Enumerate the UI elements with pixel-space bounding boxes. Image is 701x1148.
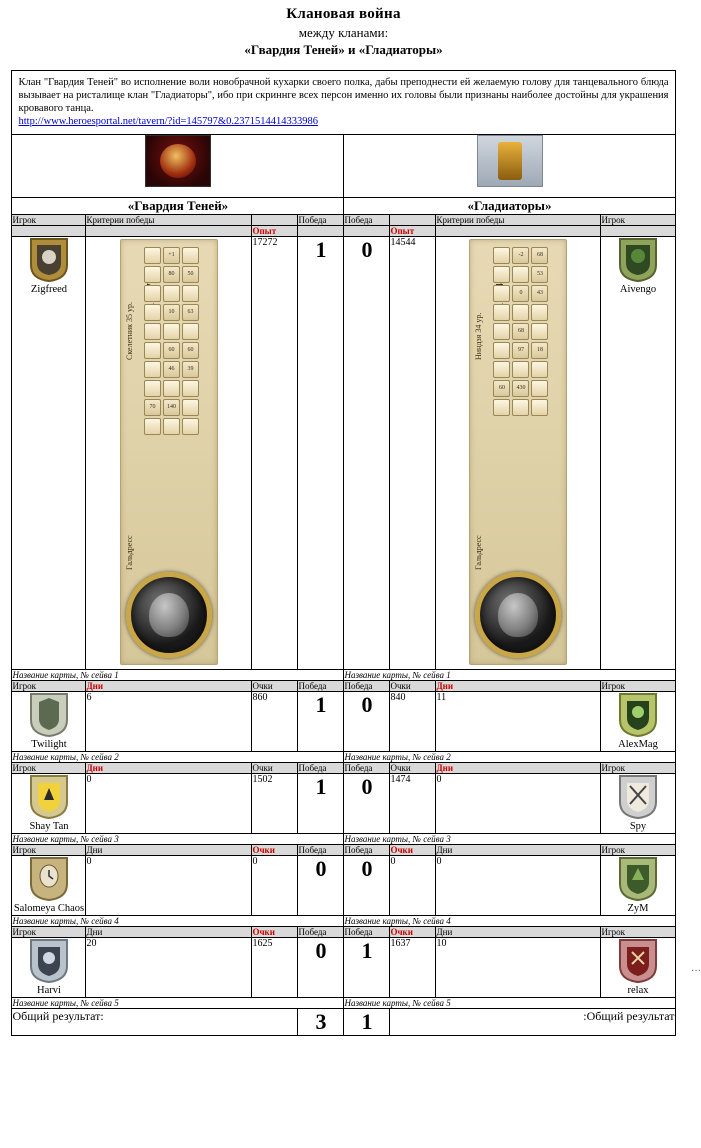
map-row <box>12 998 675 1009</box>
skill-cell[interactable]: 43 <box>531 285 548 302</box>
player-cell-shaytan <box>12 774 86 834</box>
skill-cell[interactable] <box>493 361 510 378</box>
skill-cell[interactable] <box>493 399 510 416</box>
points-value-left: 1625 <box>252 938 298 998</box>
skill-cell[interactable]: +1 <box>163 247 180 264</box>
header-dice-right: Дни <box>436 927 601 938</box>
player-cell-spy <box>601 774 675 834</box>
dice-value-right: 0 <box>436 774 601 834</box>
skill-tree-right <box>436 237 601 670</box>
header-win-left: Победа <box>298 215 344 226</box>
header-points-left: Очки <box>252 927 298 938</box>
header-row-match-2 <box>12 681 675 692</box>
tavern-link[interactable]: http://www.heroesportal.net/tavern/?id=145797&0.2371514414333986 <box>18 116 318 127</box>
skill-cell[interactable] <box>512 304 529 321</box>
skill-cell[interactable] <box>144 304 161 321</box>
player-cell-harvi <box>12 938 86 998</box>
skill-cell[interactable] <box>512 399 529 416</box>
header-dice-left: Дни <box>86 763 252 774</box>
skill-cell[interactable] <box>144 285 161 302</box>
map-row <box>12 834 675 845</box>
skill-cell[interactable] <box>182 247 199 264</box>
avatar <box>29 774 69 820</box>
spacer-right-2 <box>436 226 601 237</box>
skill-cell[interactable] <box>531 304 548 321</box>
dice-value-left: 0 <box>86 774 252 834</box>
skill-cell[interactable]: 60 <box>493 380 510 397</box>
skill-grid <box>143 246 213 436</box>
skill-cell[interactable] <box>531 323 548 340</box>
player-name: Zigfreed <box>30 284 68 295</box>
header-criteria-right: Критерии победы <box>436 215 601 226</box>
tree-class-label: Ниндзя 34 ур. <box>474 312 484 360</box>
skill-cell[interactable]: 60 <box>163 342 180 359</box>
header-points-right: Очки <box>390 681 436 692</box>
skill-cell[interactable]: -2 <box>512 247 529 264</box>
win-value-left: 1 <box>298 774 344 834</box>
skill-cell[interactable] <box>144 361 161 378</box>
header-win-right: Победа <box>344 927 390 938</box>
header-exp-left: Опыт <box>252 226 298 237</box>
player-name: ZyM <box>627 903 649 914</box>
page-subtitle: между кланами: <box>298 25 389 40</box>
table-row <box>12 692 675 752</box>
map-label-right: Название карты, № сейва 2 <box>344 752 675 763</box>
skill-cell[interactable]: 68 <box>512 323 529 340</box>
player-name: relax <box>627 985 649 996</box>
header-win-right: Победа <box>344 215 390 226</box>
spacer-left-2 <box>86 226 252 237</box>
skill-cell[interactable] <box>531 380 548 397</box>
clan-war-table <box>11 70 675 1036</box>
player-name: Salomeya Chaos <box>13 903 85 914</box>
player-name: AlexMag <box>618 739 658 750</box>
header-player-right: Игрок <box>601 215 675 226</box>
player-name: Harvi <box>37 985 61 996</box>
right-clan-name: «Гладиаторы» <box>344 198 675 215</box>
clan-name-row <box>12 198 675 215</box>
header-row-2 <box>12 226 675 237</box>
header-row-match-5 <box>12 927 675 938</box>
skill-cell[interactable] <box>493 304 510 321</box>
spacer-right-3 <box>344 226 390 237</box>
win-value-right: 0 <box>344 237 390 670</box>
skill-cell[interactable] <box>493 266 510 283</box>
player-name: Aivengo <box>619 284 657 295</box>
dice-value-left: 20 <box>86 938 252 998</box>
header-win-left: Победа <box>298 845 344 856</box>
skill-cell[interactable] <box>163 380 180 397</box>
shadow-guard-emblem-icon <box>145 135 211 187</box>
tree-race-label: Гальдресс <box>474 535 484 570</box>
skill-cell[interactable]: 80 <box>163 266 180 283</box>
table-row <box>12 774 675 834</box>
dice-value-right: 10 <box>436 938 601 998</box>
skill-cell[interactable] <box>493 323 510 340</box>
page-title: Клановая война <box>286 6 401 22</box>
points-value-left: 1502 <box>252 774 298 834</box>
points-value-left: 860 <box>252 692 298 752</box>
document-title-block <box>0 0 687 58</box>
points-value-right: 1637 <box>390 938 436 998</box>
header-points-right: Очки <box>390 845 436 856</box>
skill-cell[interactable]: 60 <box>182 342 199 359</box>
right-clan-emblem-cell <box>344 135 675 198</box>
skill-cell[interactable] <box>182 285 199 302</box>
skill-cell[interactable] <box>163 323 180 340</box>
hero-skill-tree <box>120 239 218 665</box>
total-label-right: :Общий результат <box>390 1009 675 1036</box>
header-dice-left: Дни <box>86 927 252 938</box>
skill-cell[interactable] <box>144 418 161 435</box>
skill-cell[interactable] <box>144 266 161 283</box>
left-clan-emblem-cell <box>12 135 344 198</box>
skill-cell[interactable]: 430 <box>512 380 529 397</box>
avatar <box>29 692 69 738</box>
header-player-left: Игрок <box>12 681 86 692</box>
player-cell-zym <box>601 856 675 916</box>
avatar <box>29 938 69 984</box>
header-points-right: Очки <box>390 927 436 938</box>
header-player-right: Игрок <box>601 927 675 938</box>
skill-cell[interactable]: 63 <box>182 304 199 321</box>
map-label-left: Название карты, № сейва 1 <box>12 670 344 681</box>
skill-cell[interactable] <box>493 247 510 264</box>
win-value-left: 0 <box>298 856 344 916</box>
table-row <box>12 938 675 998</box>
map-label-left: Название карты, № сейва 4 <box>12 916 344 927</box>
player-cell-aivengo <box>601 237 675 670</box>
description-text: Клан "Гвардия Теней" во исполнение воли новобрачной кухарки своего полка, дабы преподнести ей желаемую голову для танцевального блюда вызывает на ристалище клан "Гладиаторы", ибо при скриннге всех персон именно их головы были признаны наиболее достойны для украшения кровавого танца. <box>18 77 669 114</box>
description-row <box>12 71 675 135</box>
header-win-left: Победа <box>298 763 344 774</box>
avatar <box>618 692 658 738</box>
header-player-right: Игрок <box>601 763 675 774</box>
header-row-1 <box>12 215 675 226</box>
skill-cell[interactable] <box>182 418 199 435</box>
skill-tree-left <box>86 237 252 670</box>
skill-cell[interactable] <box>512 266 529 283</box>
player-cell-alexmag <box>601 692 675 752</box>
win-value-right: 1 <box>344 938 390 998</box>
exp-value-left: 17272 <box>252 237 298 670</box>
win-value-left: 1 <box>298 237 344 670</box>
skill-cell[interactable]: 97 <box>512 342 529 359</box>
player-name: Twilight <box>31 739 67 750</box>
win-value-right: 0 <box>344 692 390 752</box>
total-row <box>12 1009 675 1036</box>
map-label-left: Название карты, № сейва 3 <box>12 834 344 845</box>
avatar <box>618 237 658 283</box>
skill-cell[interactable] <box>144 380 161 397</box>
map-label-right: Название карты, № сейва 4 <box>344 916 675 927</box>
left-clan-name: «Гвардия Теней» <box>12 198 344 215</box>
header-win-right: Победа <box>344 681 390 692</box>
header-player-left: Игрок <box>12 927 86 938</box>
player-cell-twilight <box>12 692 86 752</box>
gladiators-emblem-icon <box>477 135 543 187</box>
player-cell-zigfreed <box>12 237 86 670</box>
map-row <box>12 752 675 763</box>
skill-cell[interactable]: 39 <box>182 361 199 378</box>
header-win-left: Победа <box>298 681 344 692</box>
skill-cell[interactable]: 70 <box>144 399 161 416</box>
skill-cell[interactable] <box>163 285 180 302</box>
spacer-left-1 <box>12 226 86 237</box>
hero-portrait-orb <box>475 572 561 658</box>
table-row <box>12 856 675 916</box>
map-label-right: Название карты, № сейва 3 <box>344 834 675 845</box>
tree-class-label: Скелетник 35 ур. <box>124 301 134 360</box>
total-score-right: 1 <box>344 1009 390 1036</box>
avatar <box>618 938 658 984</box>
header-points-left: Очки <box>252 763 298 774</box>
player-name: Spy <box>629 821 647 832</box>
skill-cell[interactable] <box>182 399 199 416</box>
header-player-right: Игрок <box>601 845 675 856</box>
skill-cell[interactable]: 140 <box>163 399 180 416</box>
page-clans: «Гвардия Теней» и «Гладиаторы» <box>244 42 443 57</box>
header-exp-right: Опыт <box>390 226 436 237</box>
win-value-left: 0 <box>298 938 344 998</box>
header-win-left: Победа <box>298 927 344 938</box>
points-value-right: 840 <box>390 692 436 752</box>
header-row-match-4 <box>12 845 675 856</box>
header-points-right: Очки <box>390 763 436 774</box>
header-dice-left: Дни <box>86 681 252 692</box>
map-label-left: Название карты, № сейва 2 <box>12 752 344 763</box>
points-value-right: 1474 <box>390 774 436 834</box>
spacer-right-1 <box>601 226 675 237</box>
header-criteria-left: Критерии победы <box>86 215 252 226</box>
skill-cell[interactable]: 0 <box>512 285 529 302</box>
skill-cell[interactable] <box>144 342 161 359</box>
header-win-right: Победа <box>344 763 390 774</box>
header-dice-right: Дни <box>436 763 601 774</box>
dice-value-right: 11 <box>436 692 601 752</box>
map-label-right: Название карты, № сейва 5 <box>344 998 675 1009</box>
skill-cell[interactable] <box>144 323 161 340</box>
skill-grid <box>492 246 562 417</box>
header-row-match-3 <box>12 763 675 774</box>
skill-cell[interactable]: 46 <box>163 361 180 378</box>
skill-cell[interactable]: 10 <box>163 304 180 321</box>
header-player-left: Игрок <box>12 215 86 226</box>
skill-cell[interactable] <box>512 361 529 378</box>
total-label-left: Общий результат: <box>12 1009 298 1036</box>
table-row <box>12 237 675 670</box>
skill-cell[interactable] <box>493 285 510 302</box>
header-player-right: Игрок <box>601 681 675 692</box>
header-points-left: Очки <box>252 681 298 692</box>
skill-cell[interactable]: 50 <box>182 266 199 283</box>
skill-cell[interactable] <box>493 342 510 359</box>
description-cell <box>12 71 675 135</box>
header-points-left: Очки <box>252 845 298 856</box>
avatar <box>618 856 658 902</box>
total-score-left: 3 <box>298 1009 344 1036</box>
skill-cell[interactable] <box>163 418 180 435</box>
map-row <box>12 916 675 927</box>
map-row <box>12 670 675 681</box>
avatar <box>618 774 658 820</box>
dice-value-right: 0 <box>436 856 601 916</box>
points-value-right: 0 <box>390 856 436 916</box>
skill-cell[interactable]: 68 <box>531 247 548 264</box>
skill-cell[interactable]: 18 <box>531 342 548 359</box>
skill-cell[interactable] <box>182 323 199 340</box>
win-value-right: 0 <box>344 856 390 916</box>
overflow-dots: ··· <box>691 966 701 977</box>
skill-cell[interactable]: 53 <box>531 266 548 283</box>
emblem-row <box>12 135 675 198</box>
player-cell-salomeya <box>12 856 86 916</box>
win-value-right: 0 <box>344 774 390 834</box>
player-name: Shay Tan <box>29 821 69 832</box>
header-player-left: Игрок <box>12 763 86 774</box>
avatar <box>29 237 69 283</box>
header-exp-right-blank <box>390 215 436 226</box>
dice-value-left: 6 <box>86 692 252 752</box>
map-label-left: Название карты, № сейва 5 <box>12 998 344 1009</box>
avatar <box>29 856 69 902</box>
points-value-left: 0 <box>252 856 298 916</box>
hero-portrait-orb <box>126 572 212 658</box>
header-player-left: Игрок <box>12 845 86 856</box>
dice-value-left: 0 <box>86 856 252 916</box>
hero-skill-tree <box>469 239 567 665</box>
player-cell-relax <box>601 938 675 998</box>
skill-cell[interactable] <box>182 380 199 397</box>
header-dice-left: Дни <box>86 845 252 856</box>
header-dice-right: Дни <box>436 845 601 856</box>
tree-race-label: Гальдресс <box>124 535 134 570</box>
header-dice-right: Дни <box>436 681 601 692</box>
skill-cell[interactable] <box>531 361 548 378</box>
exp-value-right: 14544 <box>390 237 436 670</box>
map-label-right: Название карты, № сейва 1 <box>344 670 675 681</box>
header-win-right: Победа <box>344 845 390 856</box>
skill-cell[interactable] <box>144 247 161 264</box>
win-value-left: 1 <box>298 692 344 752</box>
spacer-left-3 <box>298 226 344 237</box>
skill-cell[interactable] <box>531 399 548 416</box>
header-exp-left-blank <box>252 215 298 226</box>
